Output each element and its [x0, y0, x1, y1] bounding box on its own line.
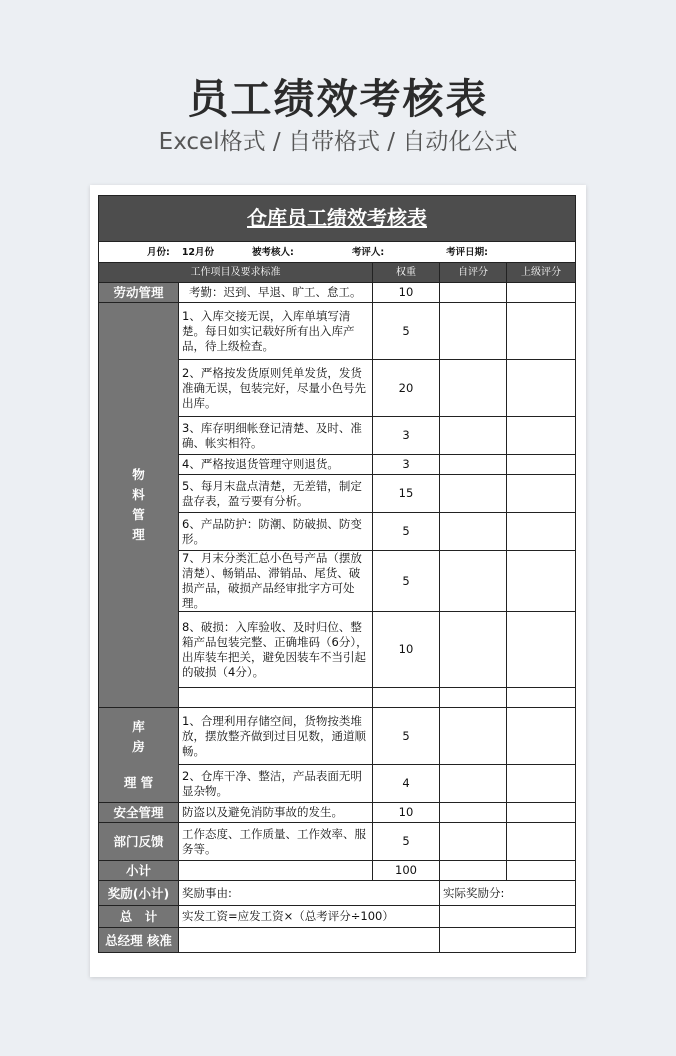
header-row	[99, 263, 576, 283]
approval-extra-cell[interactable]	[440, 928, 576, 953]
month-label: 月份:	[147, 246, 170, 258]
item-feedback: 工作态度、工作质量、工作效率、服务等。	[179, 823, 373, 861]
item-warehouse-1: 1、合理利用存储空间，货物按类堆放，摆放整齐做到过目见数，通道顺畅。	[179, 708, 373, 765]
superior-score-cell[interactable]	[507, 708, 576, 765]
subtotal-blank	[179, 861, 373, 881]
info-row	[99, 242, 576, 263]
item-material-7: 7、月末分类汇总小色号产品（摆放清楚）、畅销品、滞销品、尾货、破损产品，破损产品经审批字方可处理。	[179, 551, 373, 612]
empty-cell[interactable]	[179, 688, 373, 708]
superior-score-cell[interactable]	[507, 303, 576, 360]
page-title: 员工绩效考核表	[187, 75, 489, 123]
weight-cell: 10	[373, 612, 440, 688]
page-subtitle: Excel格式 / 自带格式 / 自动化公式	[158, 129, 518, 155]
weight-cell: 3	[373, 417, 440, 455]
self-score-cell[interactable]	[440, 708, 507, 765]
header-weight: 权重	[373, 263, 440, 283]
weight-cell: 10	[373, 283, 440, 303]
category-material-char: 物	[132, 467, 145, 482]
superior-score-cell[interactable]	[507, 765, 576, 803]
self-score-cell[interactable]	[440, 455, 507, 475]
item-material-1: 1、入库交接无误，入库单填写清楚。每日如实记载好所有出入库产品，待上级检查。	[179, 303, 373, 360]
category-safety: 安全管理	[99, 803, 179, 823]
appraisal-table	[98, 195, 576, 953]
salary-formula: 实发工资=应发工资×（总考评分÷100）	[179, 906, 440, 928]
category-total: 总 计	[99, 906, 179, 928]
weight-cell: 10	[373, 803, 440, 823]
item-material-5: 5、每月末盘点清楚，无差错，制定盘存表，盈亏要有分析。	[179, 475, 373, 513]
self-score-cell[interactable]	[440, 303, 507, 360]
superior-score-cell[interactable]	[507, 551, 576, 612]
table-row	[99, 823, 576, 861]
category-material-char: 料	[132, 487, 145, 502]
weight-cell: 5	[373, 513, 440, 551]
item-attendance: 考勤：迟到、早退、旷工、怠工。	[179, 283, 373, 303]
item-material-3: 3、库存明细帐登记清楚、及时、准确、帐实相符。	[179, 417, 373, 455]
table-row	[99, 303, 576, 360]
reward-actual[interactable]: 实际奖励分:	[440, 881, 576, 906]
self-score-cell[interactable]	[440, 765, 507, 803]
table-row	[99, 708, 576, 765]
superior-score-cell[interactable]	[507, 612, 576, 688]
weight-cell: 5	[373, 823, 440, 861]
category-attendance: 劳动管理	[99, 283, 179, 303]
self-score-cell[interactable]	[440, 823, 507, 861]
header-superior: 上级评分	[507, 263, 576, 283]
subtotal-row	[99, 861, 576, 881]
superior-score-cell[interactable]	[507, 283, 576, 303]
weight-cell: 5	[373, 551, 440, 612]
evaluator-label: 考评人:	[351, 246, 385, 258]
category-warehouse-char: 理 管	[123, 775, 154, 790]
self-score-cell[interactable]	[440, 475, 507, 513]
category-material-char: 管	[132, 507, 145, 522]
weight-cell: 5	[373, 303, 440, 360]
superior-score-cell[interactable]	[507, 360, 576, 417]
weight-cell: 4	[373, 765, 440, 803]
spreadsheet-card	[90, 185, 586, 977]
header-item: 工作项目及要求标准	[99, 263, 373, 283]
category-warehouse	[99, 708, 179, 803]
table-row	[99, 803, 576, 823]
month-value[interactable]: 12月份	[181, 246, 215, 258]
superior-score-cell[interactable]	[507, 417, 576, 455]
category-feedback: 部门反馈	[99, 823, 179, 861]
category-material-char: 理	[132, 527, 145, 542]
superior-score-cell[interactable]	[507, 803, 576, 823]
self-score-cell[interactable]	[440, 283, 507, 303]
total-value-cell[interactable]	[440, 906, 576, 928]
reward-row	[99, 881, 576, 906]
assessee-label: 被考核人:	[252, 246, 294, 258]
weight-cell: 5	[373, 708, 440, 765]
category-warehouse-char: 库	[132, 719, 145, 734]
self-score-cell[interactable]	[440, 417, 507, 455]
item-warehouse-2: 2、仓库干净、整洁，产品表面无明显杂物。	[179, 765, 373, 803]
empty-cell[interactable]	[507, 688, 576, 708]
date-label: 考评日期:	[446, 246, 488, 258]
item-material-4: 4、严格按退货管理守则退货。	[179, 455, 373, 475]
item-material-2: 2、严格按发货原则凭单发货，发货准确无误，包装完好，尽量小色号先出库。	[179, 360, 373, 417]
superior-score-total[interactable]	[507, 861, 576, 881]
item-safety: 防盗以及避免消防事故的发生。	[179, 803, 373, 823]
sheet-title: 仓库员工绩效考核表	[99, 196, 576, 242]
weight-cell: 20	[373, 360, 440, 417]
item-material-6: 6、产品防护：防潮、防破损、防变形。	[179, 513, 373, 551]
self-score-cell[interactable]	[440, 551, 507, 612]
reward-reason[interactable]: 奖励事由:	[179, 881, 440, 906]
superior-score-cell[interactable]	[507, 475, 576, 513]
category-warehouse-char: 房	[132, 739, 145, 754]
self-score-cell[interactable]	[440, 803, 507, 823]
superior-score-cell[interactable]	[507, 513, 576, 551]
item-material-8: 8、破损：入库验收、及时归位、整箱产品包装完整、正确堆码（6分），出库装车把关，避免因装车不当引起的破损（4分）。	[179, 612, 373, 688]
category-approval: 总经理 核准	[99, 928, 179, 953]
superior-score-cell[interactable]	[507, 823, 576, 861]
approval-row	[99, 928, 576, 953]
category-reward: 奖励(小计)	[99, 881, 179, 906]
self-score-cell[interactable]	[440, 360, 507, 417]
subtotal-weight: 100	[373, 861, 440, 881]
superior-score-cell[interactable]	[507, 455, 576, 475]
total-row	[99, 906, 576, 928]
weight-cell: 15	[373, 475, 440, 513]
self-score-total[interactable]	[440, 861, 507, 881]
empty-cell[interactable]	[373, 688, 440, 708]
weight-cell: 3	[373, 455, 440, 475]
self-score-cell[interactable]	[440, 612, 507, 688]
approval-cell[interactable]	[179, 928, 440, 953]
category-material	[99, 303, 179, 708]
empty-cell[interactable]	[440, 688, 507, 708]
category-subtotal: 小计	[99, 861, 179, 881]
header-self: 自评分	[440, 263, 507, 283]
table-row	[99, 283, 576, 303]
self-score-cell[interactable]	[440, 513, 507, 551]
